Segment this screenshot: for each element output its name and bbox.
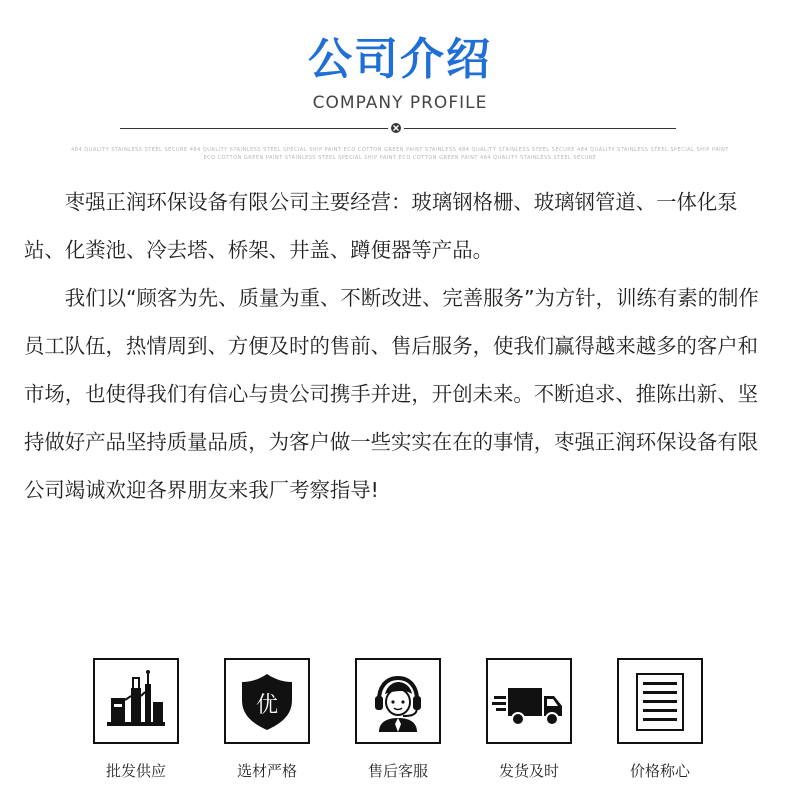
decorative-fine-print: 484 QUALITY STAINLESS STEEL SECURE 484 QUALITY STAINLESS STEEL SPECIAL SHIP PAINT ECO COTTON GREEN PAINT STAINLESS 484 QUALITY STAINLESS STEEL SECURE 484 QUALITY STAINLESS STEEL SPECIAL SHIP PAINT ECO COTTON GREEN PAINT STAINLESS STEEL SPECIAL SHIP PAINT ECO COTTON GREEN PAINT 484 QUALITY STAINLESS STEEL SECURE — [71, 147, 729, 161]
feature-label: 售后客服 — [367, 762, 428, 780]
feature-icon-box — [617, 658, 703, 744]
shield-badge-text: 优 — [255, 693, 279, 718]
feature-icon-box — [355, 658, 441, 744]
feature-icon-box — [93, 658, 179, 744]
feature-label: 选材严格 — [236, 762, 297, 780]
paragraph: 我们以“顾客为先、质量为重、不断改进、完善服务”为方针，训练有素的制作员工队伍，热情周到、方便及时的售前、售后服务，使我们赢得越来越多的客户和市场，也使得我们有信心与贵公司携手并进，开创未来。不断追求、推陈出新、坚持做好产品坚持质量品质，为客户做一些实实在在的事情，枣强正润环保设备有限公司竭诚欢迎各界朋友来我厂考察指导! — [24, 286, 759, 502]
divider-right — [404, 128, 676, 129]
divider-ornament-icon — [388, 120, 404, 136]
page-subtitle: COMPANY PROFILE — [312, 93, 488, 113]
company-description — [24, 178, 776, 514]
headset-agent-icon — [357, 660, 439, 742]
feature-label: 批发供应 — [105, 762, 166, 780]
feature-label: 发货及时 — [498, 762, 559, 780]
feature-strip — [0, 658, 800, 792]
factory-icon — [95, 660, 177, 742]
paragraph: 枣强正润环保设备有限公司主要经营：玻璃钢格栅、玻璃钢管道、一体化泵站、化粪池、冷去塔、桥架、井盖、蹲便器等产品。 — [24, 190, 738, 262]
feature-icon-box — [486, 658, 572, 744]
shield-icon — [226, 660, 308, 742]
delivery-truck-icon — [488, 660, 570, 742]
page-header — [0, 0, 800, 170]
feature-label: 价格称心 — [629, 762, 690, 780]
feature-icon-box — [224, 658, 310, 744]
divider-left — [120, 128, 388, 129]
page-title: 公司介绍 — [308, 34, 492, 85]
list-icon — [619, 660, 701, 742]
